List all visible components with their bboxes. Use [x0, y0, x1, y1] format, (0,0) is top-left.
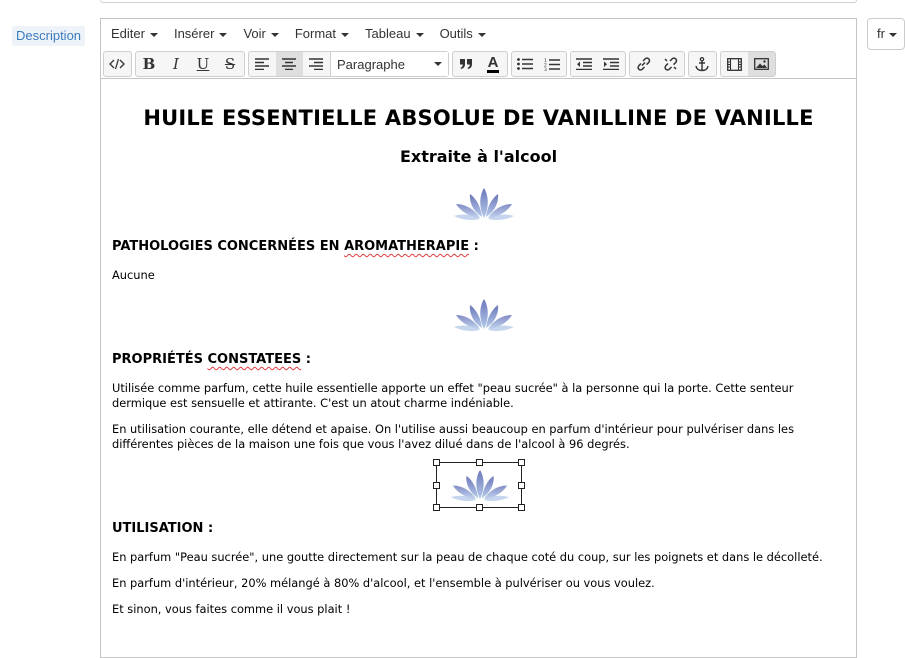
toolbar-group-media: [720, 51, 776, 77]
lotus-icon: [449, 468, 511, 503]
paragraph: En parfum d'intérieur, 20% mélangé à 80% d'alcool, et l'ensemble à pulvériser ou vous voulez.: [112, 576, 655, 590]
align-left-button[interactable]: [249, 52, 276, 76]
bold-icon: B: [142, 55, 156, 73]
menu-voir[interactable]: [235, 19, 286, 49]
resize-handle-se[interactable]: [518, 504, 525, 511]
toolbar-group-indent: [570, 51, 626, 77]
toolbar-group-align: [248, 51, 449, 77]
menu-label: Insérer: [173, 26, 215, 41]
paragraph: En utilisation courante, elle détend et apaise. On l'utilise aussi beaucoup en parfum d'intérieur pour pulvériser dans les différentes pièces de la maison une fois que vous l'avez dilué dans de l'alcool à 96 degrés.: [112, 422, 794, 451]
underline-button[interactable]: [190, 52, 217, 76]
align-right-button[interactable]: [303, 52, 330, 76]
unlink-icon: [663, 57, 678, 71]
bullet-list-button[interactable]: [512, 52, 539, 76]
resize-handle-sw[interactable]: [433, 504, 440, 511]
menu-inserer[interactable]: [166, 19, 235, 49]
menu-outils[interactable]: [432, 19, 494, 49]
chevron-down-icon: [341, 33, 349, 37]
resize-handle-nw[interactable]: [433, 459, 440, 466]
source-code-icon: [109, 58, 125, 70]
font-color-button[interactable]: [480, 52, 507, 76]
font-color-icon: A: [487, 53, 499, 71]
bold-button[interactable]: [136, 52, 163, 76]
previous-field-edge: [100, 0, 857, 3]
align-left-icon: [255, 58, 269, 70]
menu-label: Voir: [243, 26, 266, 41]
section-title-pathologies: [112, 239, 479, 254]
menu-label: Format: [294, 26, 337, 41]
strikethrough-icon: S: [224, 55, 236, 73]
menu-label: Editer: [111, 26, 145, 41]
menu-editer[interactable]: [103, 19, 166, 49]
menu-label: Tableau: [365, 26, 411, 41]
blockquote-icon: [459, 58, 473, 70]
resize-handle-s[interactable]: [476, 504, 483, 511]
numbered-list-icon: [544, 58, 560, 71]
field-label: Description: [12, 26, 85, 46]
outdent-button[interactable]: [571, 52, 598, 76]
section-title-proprietes: [112, 352, 311, 367]
chevron-down-icon: [271, 33, 279, 37]
underline-icon: U: [196, 55, 210, 73]
image-button[interactable]: [748, 52, 775, 76]
editor-menubar: [101, 19, 856, 49]
format-select[interactable]: [330, 52, 448, 76]
italic-button[interactable]: [163, 52, 190, 76]
section-title-misspelled: AROMATHERAPIE: [344, 239, 470, 254]
resize-handle-ne[interactable]: [518, 459, 525, 466]
editor-toolbar: [101, 49, 856, 79]
media-button[interactable]: [721, 52, 748, 76]
lotus-icon: [452, 297, 516, 333]
italic-icon: I: [173, 55, 179, 73]
chevron-down-icon: [416, 33, 424, 37]
menu-label: Outils: [439, 26, 473, 41]
menu-format[interactable]: [287, 19, 357, 49]
language-value: fr: [877, 26, 885, 41]
language-dropdown[interactable]: [867, 18, 905, 50]
rich-text-editor: [100, 18, 857, 658]
align-center-button[interactable]: [276, 52, 303, 76]
section-title-text: PATHOLOGIES CONCERNÉES EN: [112, 239, 345, 254]
svg-text:1: 1: [544, 58, 547, 64]
svg-text:3: 3: [544, 67, 547, 71]
section-title-suffix: :: [469, 239, 479, 254]
menu-tableau[interactable]: [357, 19, 432, 49]
outdent-icon: [576, 58, 592, 70]
section-title-misspelled: CONSTATEES: [207, 352, 302, 367]
paragraph: Utilisée comme parfum, cette huile essentielle apporte un effet "peau sucrée" à la personne qui la porte. Cette senteur dermique est sensuelle et attirante. C'est un atout charme indéniable.: [112, 381, 794, 410]
section-title-utilisation: [112, 521, 213, 536]
source-code-button[interactable]: [104, 52, 131, 76]
link-icon: [636, 57, 651, 71]
resize-handle-w[interactable]: [433, 482, 440, 489]
toolbar-group-code: [103, 51, 132, 77]
strikethrough-button[interactable]: [217, 52, 244, 76]
section-title-suffix: :: [301, 352, 311, 367]
blockquote-button[interactable]: [453, 52, 480, 76]
paragraph: En parfum "Peau sucrée", une goutte directement sur la peau de chaque coté du coup, sur les poignets et dans le décolleté.: [112, 550, 823, 564]
bullet-list-icon: [517, 58, 533, 70]
chevron-down-icon: [434, 62, 442, 66]
media-icon: [727, 58, 742, 71]
chevron-down-icon: [889, 33, 897, 37]
resize-handle-n[interactable]: [476, 459, 483, 466]
link-button[interactable]: [630, 52, 657, 76]
toolbar-group-style: [135, 51, 245, 77]
anchor-button[interactable]: [689, 52, 716, 76]
align-center-icon: [282, 58, 296, 70]
document-subtitle: Extraite à l'alcool: [399, 147, 558, 166]
svg-text:2: 2: [544, 63, 547, 68]
toolbar-group-link: [629, 51, 685, 77]
image-icon: [754, 58, 769, 70]
lotus-icon: [452, 186, 516, 222]
toolbar-group-quote: [452, 51, 508, 77]
section-title-text: UTILISATION :: [112, 521, 214, 536]
document-title: HUILE ESSENTIELLE ABSOLUE DE VANILLINE DE VANILLE: [143, 106, 814, 130]
indent-icon: [603, 58, 619, 70]
section-title-text: PROPRIÉTÉS: [112, 352, 208, 367]
paragraph: Et sinon, vous faites comme il vous plait !: [112, 602, 351, 616]
align-right-icon: [309, 58, 323, 70]
paragraph: Aucune: [112, 268, 155, 282]
format-select-value: Paragraphe: [337, 56, 405, 72]
resize-handle-e[interactable]: [518, 482, 525, 489]
toolbar-group-lists: [511, 51, 567, 77]
toolbar-group-anchor: [688, 51, 717, 77]
indent-button[interactable]: [598, 52, 625, 76]
numbered-list-button[interactable]: [539, 52, 566, 76]
chevron-down-icon: [478, 33, 486, 37]
chevron-down-icon: [150, 33, 158, 37]
anchor-icon: [695, 57, 709, 72]
unlink-button[interactable]: [657, 52, 684, 76]
selected-image-frame[interactable]: [436, 462, 522, 508]
chevron-down-icon: [219, 33, 227, 37]
